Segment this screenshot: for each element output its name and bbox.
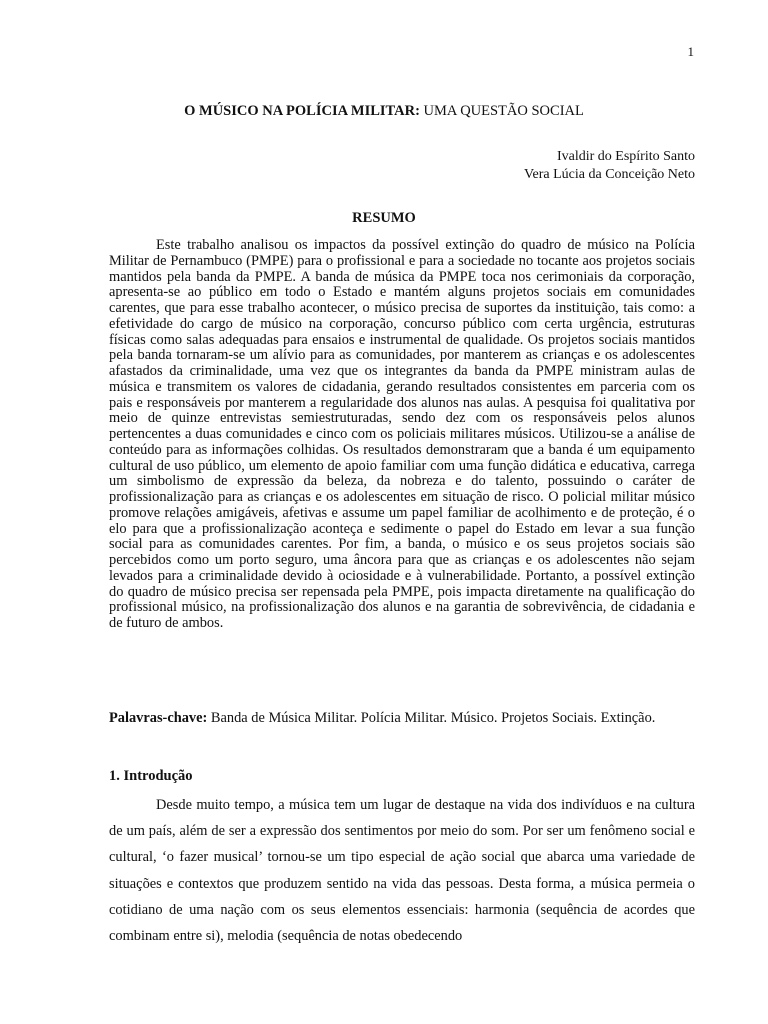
author-name: Ivaldir do Espírito Santo: [556, 149, 695, 164]
author-name: Vera Lúcia da Conceição Neto: [523, 167, 695, 182]
title-bold-part: O MÚSICO NA POLÍCIA MILITAR:: [184, 103, 420, 119]
paper-title: [0, 103, 768, 120]
title-regular-part: UMA QUESTÃO SOCIAL: [419, 103, 584, 119]
abstract-text: Este trabalho analisou os impactos da possível extinção do quadro de músico na Polícia Militar de Pernambuco (PMPE) para o profissional e para a sociedade no tocante aos projetos sociais mantidos pela banda da PMPE. A banda de música da PMPE toca nos cerimoniais da corporação, apresenta-se ao público em todo o Estado e mantém alguns projetos sociais em comunidades carentes, que para esse trabalho acontecer, o músico precisa de suportes da instituição, tais como: a efetividade do cargo de músico na corporação, concurso público com certa urgência, estruturas físicas como salas adequadas para ensaios e instrumental de qualidade. Os projetos sociais mantidos pela banda tornaram-se um alívio para as comunidades, por manterem as crianças e os adolescentes afastados da criminalidade, uma vez que os integrantes da banda da PMPE ministram aulas de música e transmitem os valores de cidadania, gerando resultados consistentes em parceria com os pais e responsáveis por manterem a regularidade dos alunos nas aulas. A pesquisa foi qualitativa por meio de quinze entrevistas semiestruturadas, sendo dez com os responsáveis pelos alunos pertencentes a duas comunidades e cinco com os policiais militares músicos. Utilizou-se a análise de conteúdo para as informações colhidas. Os resultados demonstraram que a banda é um equipamento cultural de uso público, um elemento de apoio familiar com uma função didática e educativa, carrega um simbolismo de expressão da beleza, da nobreza e do talento, possuindo o caráter de profissionalização para as crianças e os adolescentes em situação de risco. O policial militar músico promove relações amigáveis, afetivas e assume um papel familiar de acolhimento e de proteção, é o elo para que a profissionalização aconteça e sedimente o papel do Estado em levar a sua função social para as comunidades carentes. Por fim, a banda, o músico e os seus projetos sociais são percebidos como um porto seguro, uma âncora para que as crianças e os adolescentes não sejam levados para a criminalidade devido à ociosidade e à vulnerabilidade. Portanto, a possível extinção do quadro de músico precisa ser repensada pela PMPE, pois impacta diretamente na qualificação do profissional músico, na profissionalização dos alunos e na garantia de sobrevivência, de cidadania e de futuro de ambos.: [109, 237, 695, 631]
keywords-label: Palavras-chave:: [109, 710, 208, 726]
introduction-text: Desde muito tempo, a música tem um lugar de destaque na vida dos indivíduos e na cultura de um país, além de ser a expressão dos sentimentos por meio do som. Por ser um fenômeno social e cultural, ‘o fazer musical’ tornou-se um tipo especial de ação social que abarca uma variedade de situações e contextos que produzem sentido na vida das pessoas. Desta forma, a música permeia o cotidiano de uma nação com os seus elementos essenciais: harmonia (sequência de acordes que combinam entre si), melodia (sequência de notas obedecendo: [109, 797, 695, 945]
authors-block: [524, 148, 695, 184]
abstract-heading: RESUMO: [352, 210, 416, 226]
page-number: 1: [687, 44, 694, 59]
section-heading-introduction: 1. Introdução: [109, 768, 193, 784]
keywords: [109, 710, 695, 726]
keywords-list: Banda de Música Militar. Polícia Militar. Músico. Projetos Sociais. Extinção.: [207, 710, 656, 726]
